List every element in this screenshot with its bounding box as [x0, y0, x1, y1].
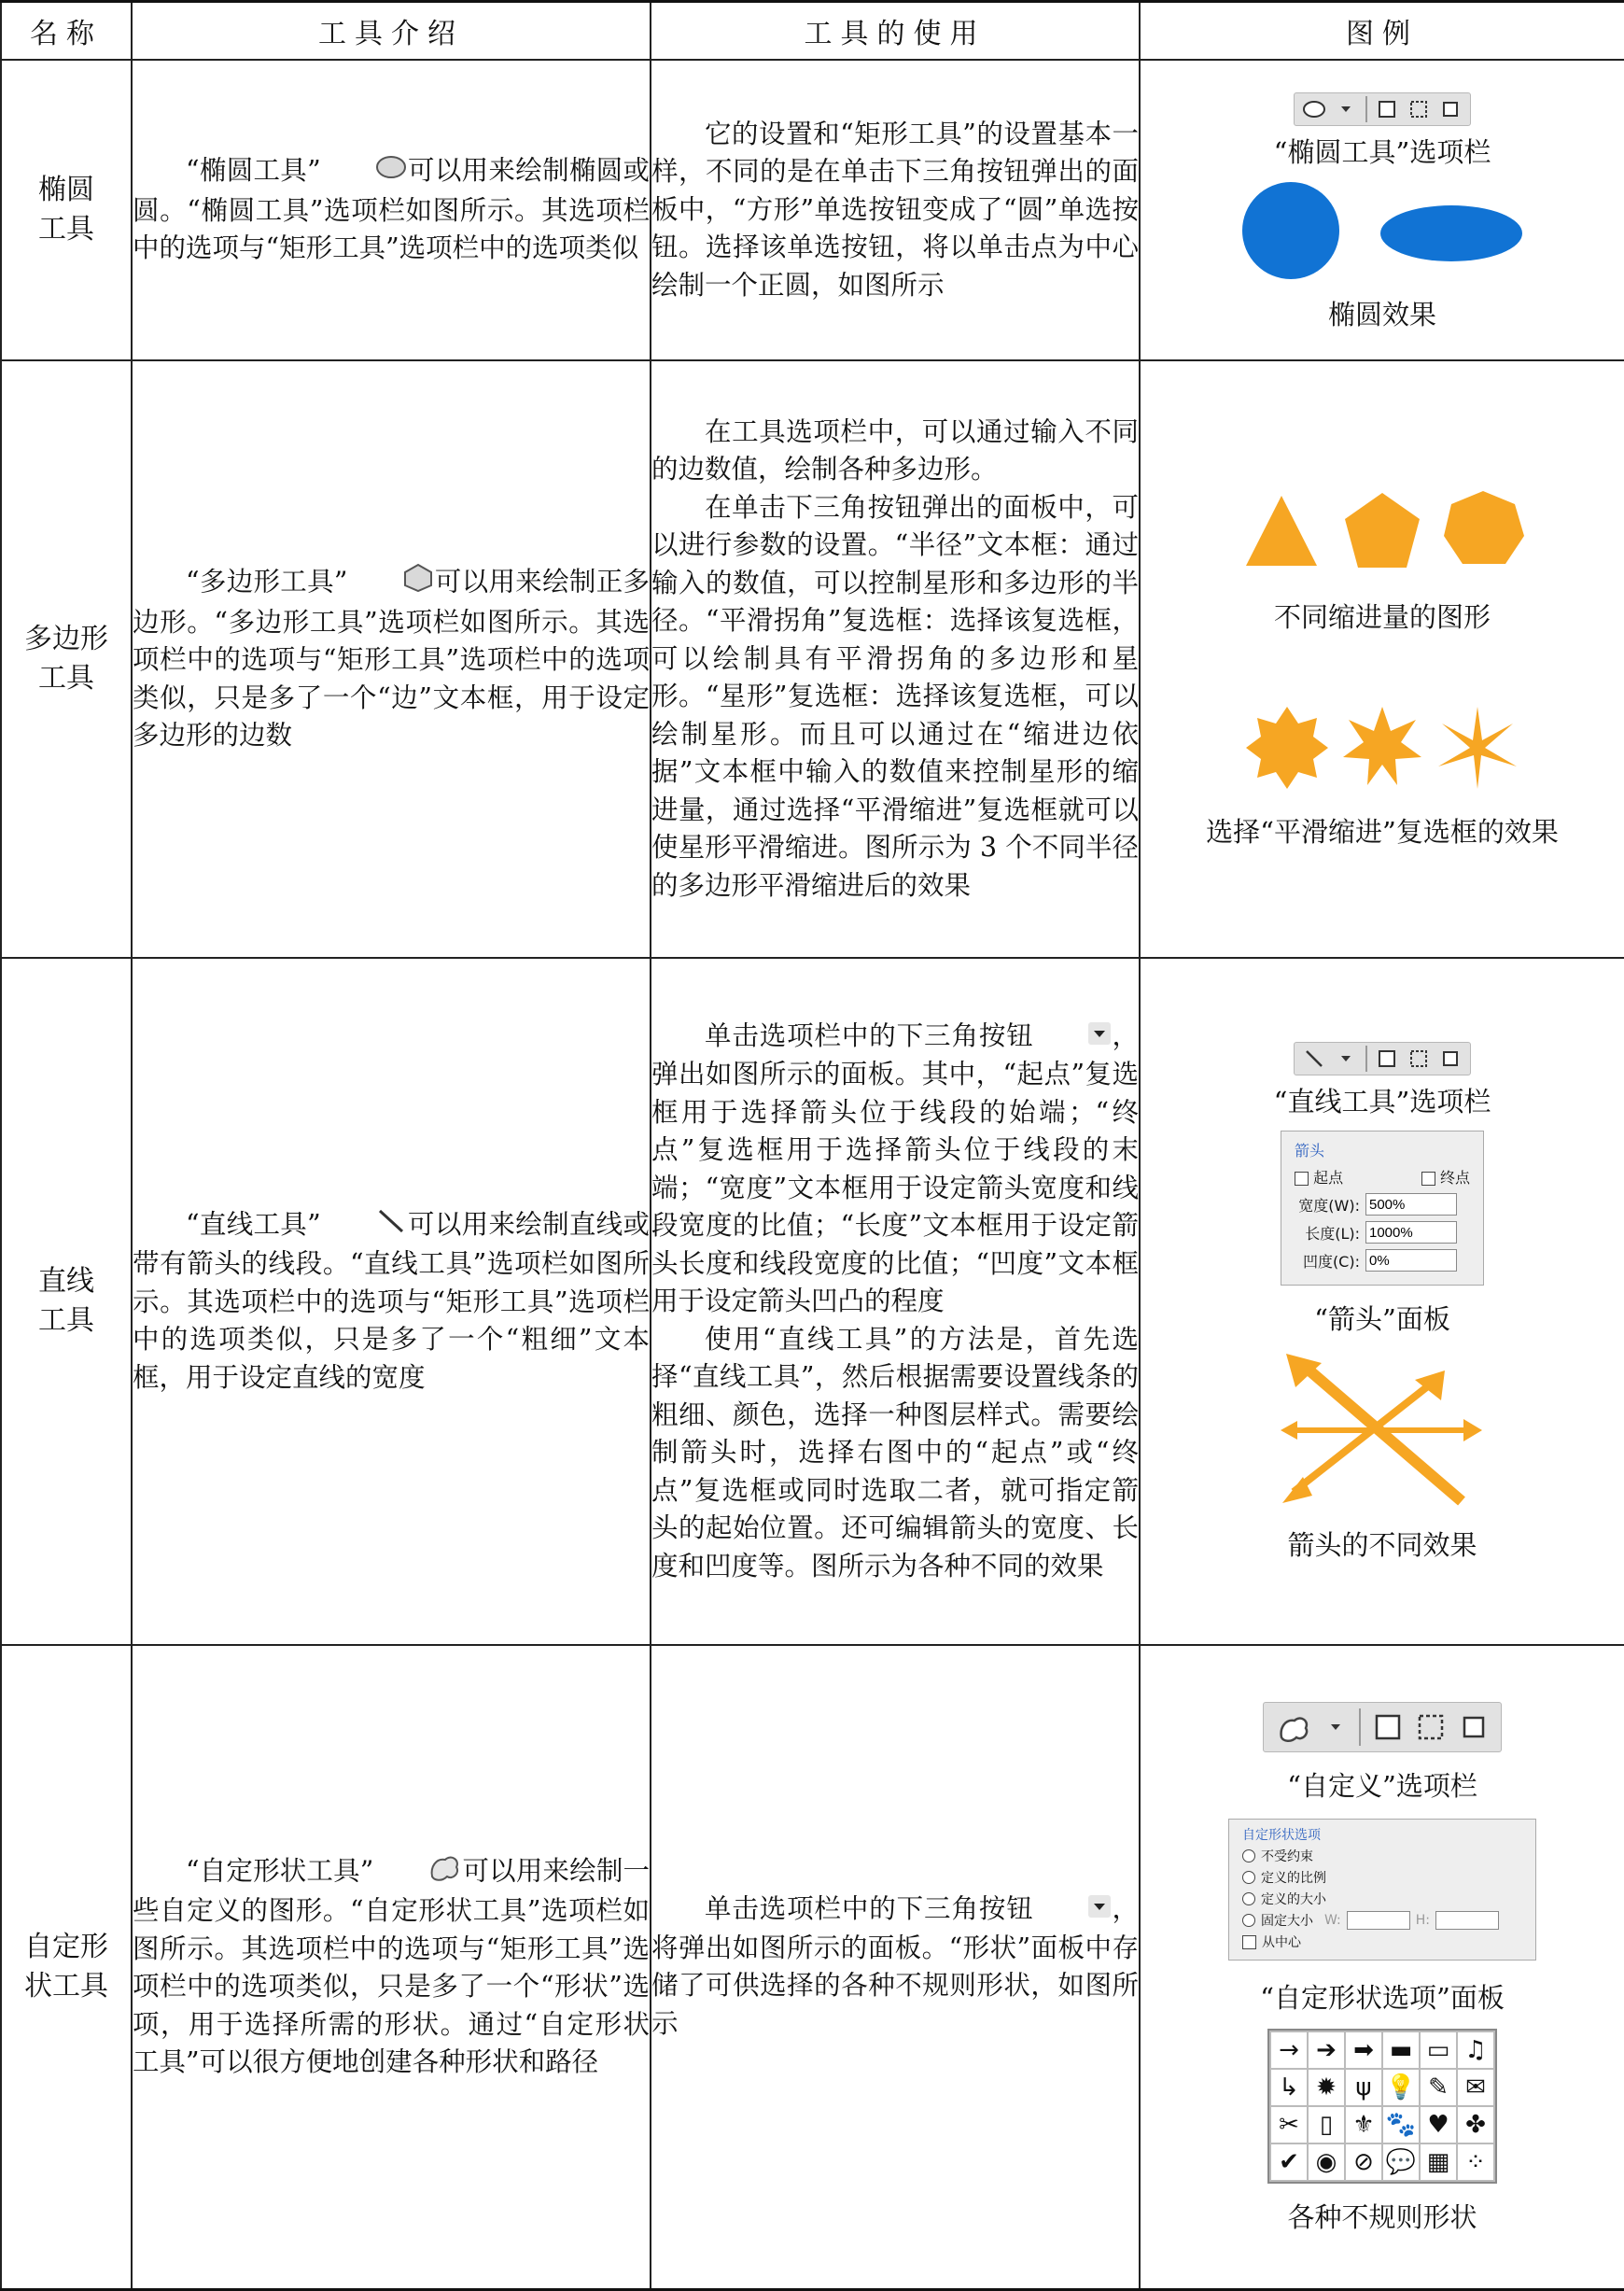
shape-picker-cell[interactable]: ◉: [1309, 2144, 1344, 2180]
w-label: W:: [1324, 1913, 1341, 1929]
length-input[interactable]: [1365, 1221, 1457, 1244]
example-caption: 各种不规则形状: [1287, 2201, 1477, 2234]
ellipse-effects: [1141, 179, 1624, 288]
shape-picker-cell[interactable]: ▬: [1383, 2032, 1419, 2068]
shape-picker-cell[interactable]: ✔: [1271, 2144, 1307, 2180]
tool-intro-cell: [132, 1645, 651, 2289]
w-input[interactable]: [1347, 1911, 1410, 1930]
usage-text: 在单击下三角按钮弹出的面板中，可以进行参数的设置。“半径”文本框：通过输入的数值，可以控制星形和多边形的半径。“平滑拐角”复选框：选择该复选框，可以绘制具有平滑拐角的多边形和星形。“星形”复选框：选择该复选框，可以绘制星形。而且可以通过在“缩进边依据”文本框中输入的数值来控制星形的缩进量，通过选择“平滑缩进”复选框就可以使星形平滑缩进。图所示为 3 个不同半径的多边形平滑缩进后的效果: [651, 491, 1139, 901]
custom-shape-tool-icon: [373, 1852, 462, 1893]
thin-star-shape: [1438, 707, 1517, 789]
table-header-row: [1, 2, 1624, 61]
tool-name-line: 工具: [38, 1304, 94, 1337]
tool-usage-cell: [651, 958, 1140, 1645]
example-caption: “直线工具”选项栏: [1273, 1086, 1491, 1117]
intro-text: 可以用来绘制正多边形。“多边形工具”选项栏如图所示。其选项栏中的选项与“矩形工具”选项栏中的选项类似，只是多了一个“边”文本框，用于设定多边形的边数: [133, 566, 650, 752]
table-row: [1, 1645, 1624, 2289]
line-icon: [1302, 1047, 1326, 1070]
tool-name-cell: [1, 60, 132, 360]
usage-text: 它的设置和“矩形工具”的设置基本一样，不同的是在单击下三角按钮弹出的面板中，“方形”单选按钮变成了“圆”单选按钮。选择该单选按钮，将以单击点为中心绘制一个正圆，如图所示: [651, 118, 1139, 301]
table-row: [1, 360, 1624, 958]
header-name: 名称: [1, 2, 132, 61]
option-label: 定义的大小: [1261, 1892, 1326, 1908]
usage-text: 在工具选项栏中，可以通过输入不同的边数值，绘制各种多边形。: [651, 415, 1139, 485]
table-row: [1, 958, 1624, 1645]
ellipse-tool-icon: [321, 153, 408, 192]
tool-usage-cell: [651, 60, 1140, 360]
intro-text: 可以用来绘制直线或带有箭头的线段。“直线工具”选项栏如图所示。其选项栏中的选项与“矩形工具”选项栏中的选项类似，只是多了一个“粗细”文本框，用于设定直线的宽度: [133, 1208, 650, 1393]
tool-name-cell: [1, 1645, 132, 2289]
shape-picker-cell[interactable]: ▭: [1421, 2032, 1456, 2068]
defined-proportions-radio[interactable]: [1242, 1871, 1255, 1884]
tool-name-line: 多边形: [24, 623, 108, 655]
chevron-down-icon: [1334, 1047, 1358, 1070]
shape-picker-cell[interactable]: ✹: [1309, 2070, 1344, 2105]
shape-picker-cell[interactable]: ➡: [1346, 2032, 1381, 2068]
ellipse-icon: [1302, 98, 1326, 120]
from-center-label: 从中心: [1262, 1935, 1301, 1951]
from-center-checkbox[interactable]: [1242, 1935, 1256, 1949]
option-label: 固定大小: [1261, 1914, 1313, 1930]
arrowhead-shape: [1281, 1421, 1297, 1440]
shape-layers-icon: [1372, 1711, 1404, 1743]
shape-picker-cell[interactable]: ✉: [1458, 2070, 1493, 2105]
tool-usage-cell: [651, 360, 1140, 958]
defined-size-radio[interactable]: [1242, 1892, 1255, 1905]
example-caption: 箭头的不同效果: [1287, 1529, 1477, 1561]
paths-icon: [1407, 98, 1431, 120]
shape-picker-cell[interactable]: ♫: [1458, 2032, 1493, 2068]
dropdown-arrow-icon: [1034, 1019, 1112, 1057]
arrowheads-panel: [1281, 1131, 1484, 1286]
example-caption: 椭圆效果: [1327, 298, 1436, 330]
option-label: 定义的比例: [1261, 1871, 1326, 1887]
tool-name-cell: [1, 360, 132, 958]
shape-picker-cell[interactable]: ψ: [1346, 2070, 1381, 2105]
end-label: 终点: [1439, 1169, 1470, 1187]
start-checkbox[interactable]: [1295, 1172, 1309, 1186]
chevron-down-icon: [1323, 1716, 1348, 1738]
shape-picker-cell[interactable]: ✎: [1421, 2070, 1456, 2105]
h-label: H:: [1415, 1913, 1430, 1929]
tool-name-line: 自定形: [24, 1930, 108, 1963]
usage-text: ，弹出如图所示的面板。其中，“起点”复选框用于选择箭头位于线段的始端；“终点”复选框用于选择箭头位于线段的末端；“宽度”文本框用于设定箭头宽度和线段宽度的比值；“长度”文本框用于设定箭头长度和线段宽度的比值；“凹度”文本框用于设定箭头凹凸的程度: [651, 1019, 1139, 1317]
shape-picker-cell[interactable]: ⚜: [1346, 2107, 1381, 2143]
chevron-down-icon: [1334, 98, 1358, 120]
example-caption: 选择“平滑缩进”复选框的效果: [1206, 816, 1559, 848]
tool-usage-cell: [651, 1645, 1140, 2289]
toolbar-divider: [1365, 96, 1367, 122]
arrow-effects-art: [1275, 1354, 1490, 1512]
tool-intro-cell: [132, 360, 651, 958]
header-example: 图例: [1140, 2, 1624, 61]
intro-text: 可以用来绘制椭圆或圆。“椭圆工具”选项栏如图所示。其选项栏中的选项与“矩形工具”选项栏中的选项类似: [133, 155, 650, 264]
shape-picker-cell[interactable]: ✤: [1458, 2107, 1493, 2143]
shape-picker-cell[interactable]: ♥: [1421, 2107, 1456, 2143]
header-usage: 工具的使用: [651, 2, 1140, 61]
shape-picker-cell[interactable]: ▯: [1309, 2107, 1344, 2143]
ellipse-shape: [1380, 205, 1522, 261]
shape-picker-wrap: [1141, 2029, 1624, 2184]
intro-text: 可以用来绘制一些自定义的图形。“自定形状工具”选项栏如图所示。其选项栏中的选项与“矩形工具”选项栏中的选项类似，只是多了一个“形状”选项，用于选择所需的形状。通过“自定形状工具”可以很方便地创建各种形状和路径: [133, 1855, 650, 2078]
polygon-tool-icon: [348, 563, 435, 604]
line-options-bar: [1294, 1042, 1471, 1075]
tool-name-line: 状工具: [24, 1969, 108, 2003]
intro-lead: “多边形工具”: [186, 566, 348, 597]
intro-lead: “直线工具”: [186, 1208, 321, 1240]
unconstrained-radio[interactable]: [1242, 1849, 1255, 1862]
usage-text: 单击选项栏中的下三角按钮: [705, 1019, 1034, 1051]
concavity-label: 凹度(C):: [1302, 1252, 1360, 1271]
fill-pixels-icon: [1458, 1711, 1490, 1743]
custom-shape-options-bar: [1263, 1702, 1502, 1752]
star-shapes-art: [1233, 696, 1532, 799]
shape-layers-icon: [1375, 98, 1399, 120]
shape-picker-cell[interactable]: ✂: [1271, 2107, 1307, 2143]
shape-picker-cell[interactable]: 💡: [1383, 2070, 1419, 2105]
fixed-size-radio[interactable]: [1242, 1914, 1255, 1927]
shape-picker-cell[interactable]: ➔: [1309, 2032, 1344, 2068]
star-shape: [1343, 707, 1421, 785]
usage-text: ，将弹出如图所示的面板。“形状”面板中存储了可供选择的各种不规则形状，如图所示: [651, 1893, 1139, 2039]
shape-picker-cell[interactable]: ↳: [1271, 2070, 1307, 2105]
toolbar-divider: [1365, 1046, 1367, 1072]
ellipse-options-bar: [1294, 92, 1471, 126]
shape-layers-icon: [1375, 1047, 1399, 1070]
length-label: 长度(L):: [1305, 1224, 1360, 1243]
fill-pixels-icon: [1438, 1047, 1463, 1070]
example-caption: “自定义”选项栏: [1287, 1770, 1477, 1803]
custom-shape-options-panel: [1228, 1819, 1536, 1961]
tool-example-cell: [1140, 958, 1624, 1645]
width-input[interactable]: [1365, 1193, 1457, 1216]
paths-icon: [1415, 1711, 1447, 1743]
example-caption: “自定形状选项”面板: [1260, 1982, 1505, 2015]
option-label: 不受约束: [1261, 1849, 1313, 1865]
intro-lead: “椭圆工具”: [186, 155, 321, 187]
tool-name-cell: [1, 958, 132, 1645]
pentagon-shape: [1345, 493, 1420, 568]
circle-shape: [1242, 182, 1339, 279]
heptagon-shape: [1444, 491, 1524, 564]
intro-lead: “自定形状工具”: [186, 1855, 374, 1886]
example-caption: “箭头”面板: [1314, 1303, 1450, 1335]
header-intro: 工具介绍: [132, 2, 651, 61]
example-caption: 不同缩进量的图形: [1273, 601, 1491, 633]
usage-text: 使用“直线工具”的方法是，首先选择“直线工具”，然后根据需要设置线条的粗细、颜色，选择一种图层样式。需要绘制箭头时，选择右图中的“起点”或“终点”复选框或同时选取二者，就可指定箭头的起始位置。还可编辑箭头的宽度、长度和凹度等。图所示为各种不同的效果: [651, 1323, 1139, 1581]
tool-example-cell: [1140, 360, 1624, 958]
shape-picker-cell[interactable]: ⊘: [1346, 2144, 1381, 2180]
arrow-line: [1294, 1382, 1434, 1492]
tool-name-line: 直线: [38, 1265, 94, 1298]
triangle-shape: [1246, 496, 1317, 566]
tool-name-line: 工具: [38, 662, 94, 695]
shape-picker-grid: [1267, 2029, 1497, 2184]
line-tool-icon: [321, 1207, 408, 1246]
shape-picker-cell[interactable]: 🐾: [1383, 2107, 1419, 2143]
shape-picker-cell[interactable]: 💬: [1383, 2144, 1419, 2180]
ellipse-effects-art: [1233, 179, 1532, 282]
arrowhead-shape: [1463, 1419, 1482, 1441]
panel-title: 箭头: [1295, 1142, 1325, 1160]
tool-intro-cell: [132, 958, 651, 1645]
polygon-shapes-art: [1233, 482, 1532, 584]
tool-example-cell: [1140, 1645, 1624, 2289]
custom-shape-icon: [1275, 1710, 1312, 1744]
table-row: [1, 60, 1624, 360]
smooth-star-shape: [1246, 707, 1328, 789]
usage-text: 单击选项栏中的下三角按钮: [705, 1893, 1034, 1925]
end-checkbox[interactable]: [1421, 1172, 1435, 1186]
fill-pixels-icon: [1438, 98, 1463, 120]
tool-name-line: 椭圆: [38, 174, 94, 206]
shape-picker-cell[interactable]: ▦: [1421, 2144, 1456, 2180]
width-label: 宽度(W):: [1298, 1196, 1360, 1215]
tool-intro-cell: [132, 60, 651, 360]
paths-icon: [1407, 1047, 1431, 1070]
shape-picker-cell[interactable]: →: [1271, 2032, 1307, 2068]
toolbar-divider: [1359, 1708, 1361, 1746]
panel-title: 自定形状选项: [1242, 1828, 1321, 1844]
start-label: 起点: [1313, 1169, 1344, 1187]
h-input[interactable]: [1435, 1911, 1499, 1930]
example-caption: “椭圆工具”选项栏: [1273, 135, 1491, 168]
dropdown-arrow-icon: [1034, 1891, 1112, 1930]
tool-example-cell: [1140, 60, 1624, 360]
tool-name-line: 工具: [38, 213, 94, 246]
shape-picker-cell[interactable]: ⁘: [1458, 2144, 1493, 2180]
concavity-input[interactable]: [1365, 1249, 1457, 1272]
